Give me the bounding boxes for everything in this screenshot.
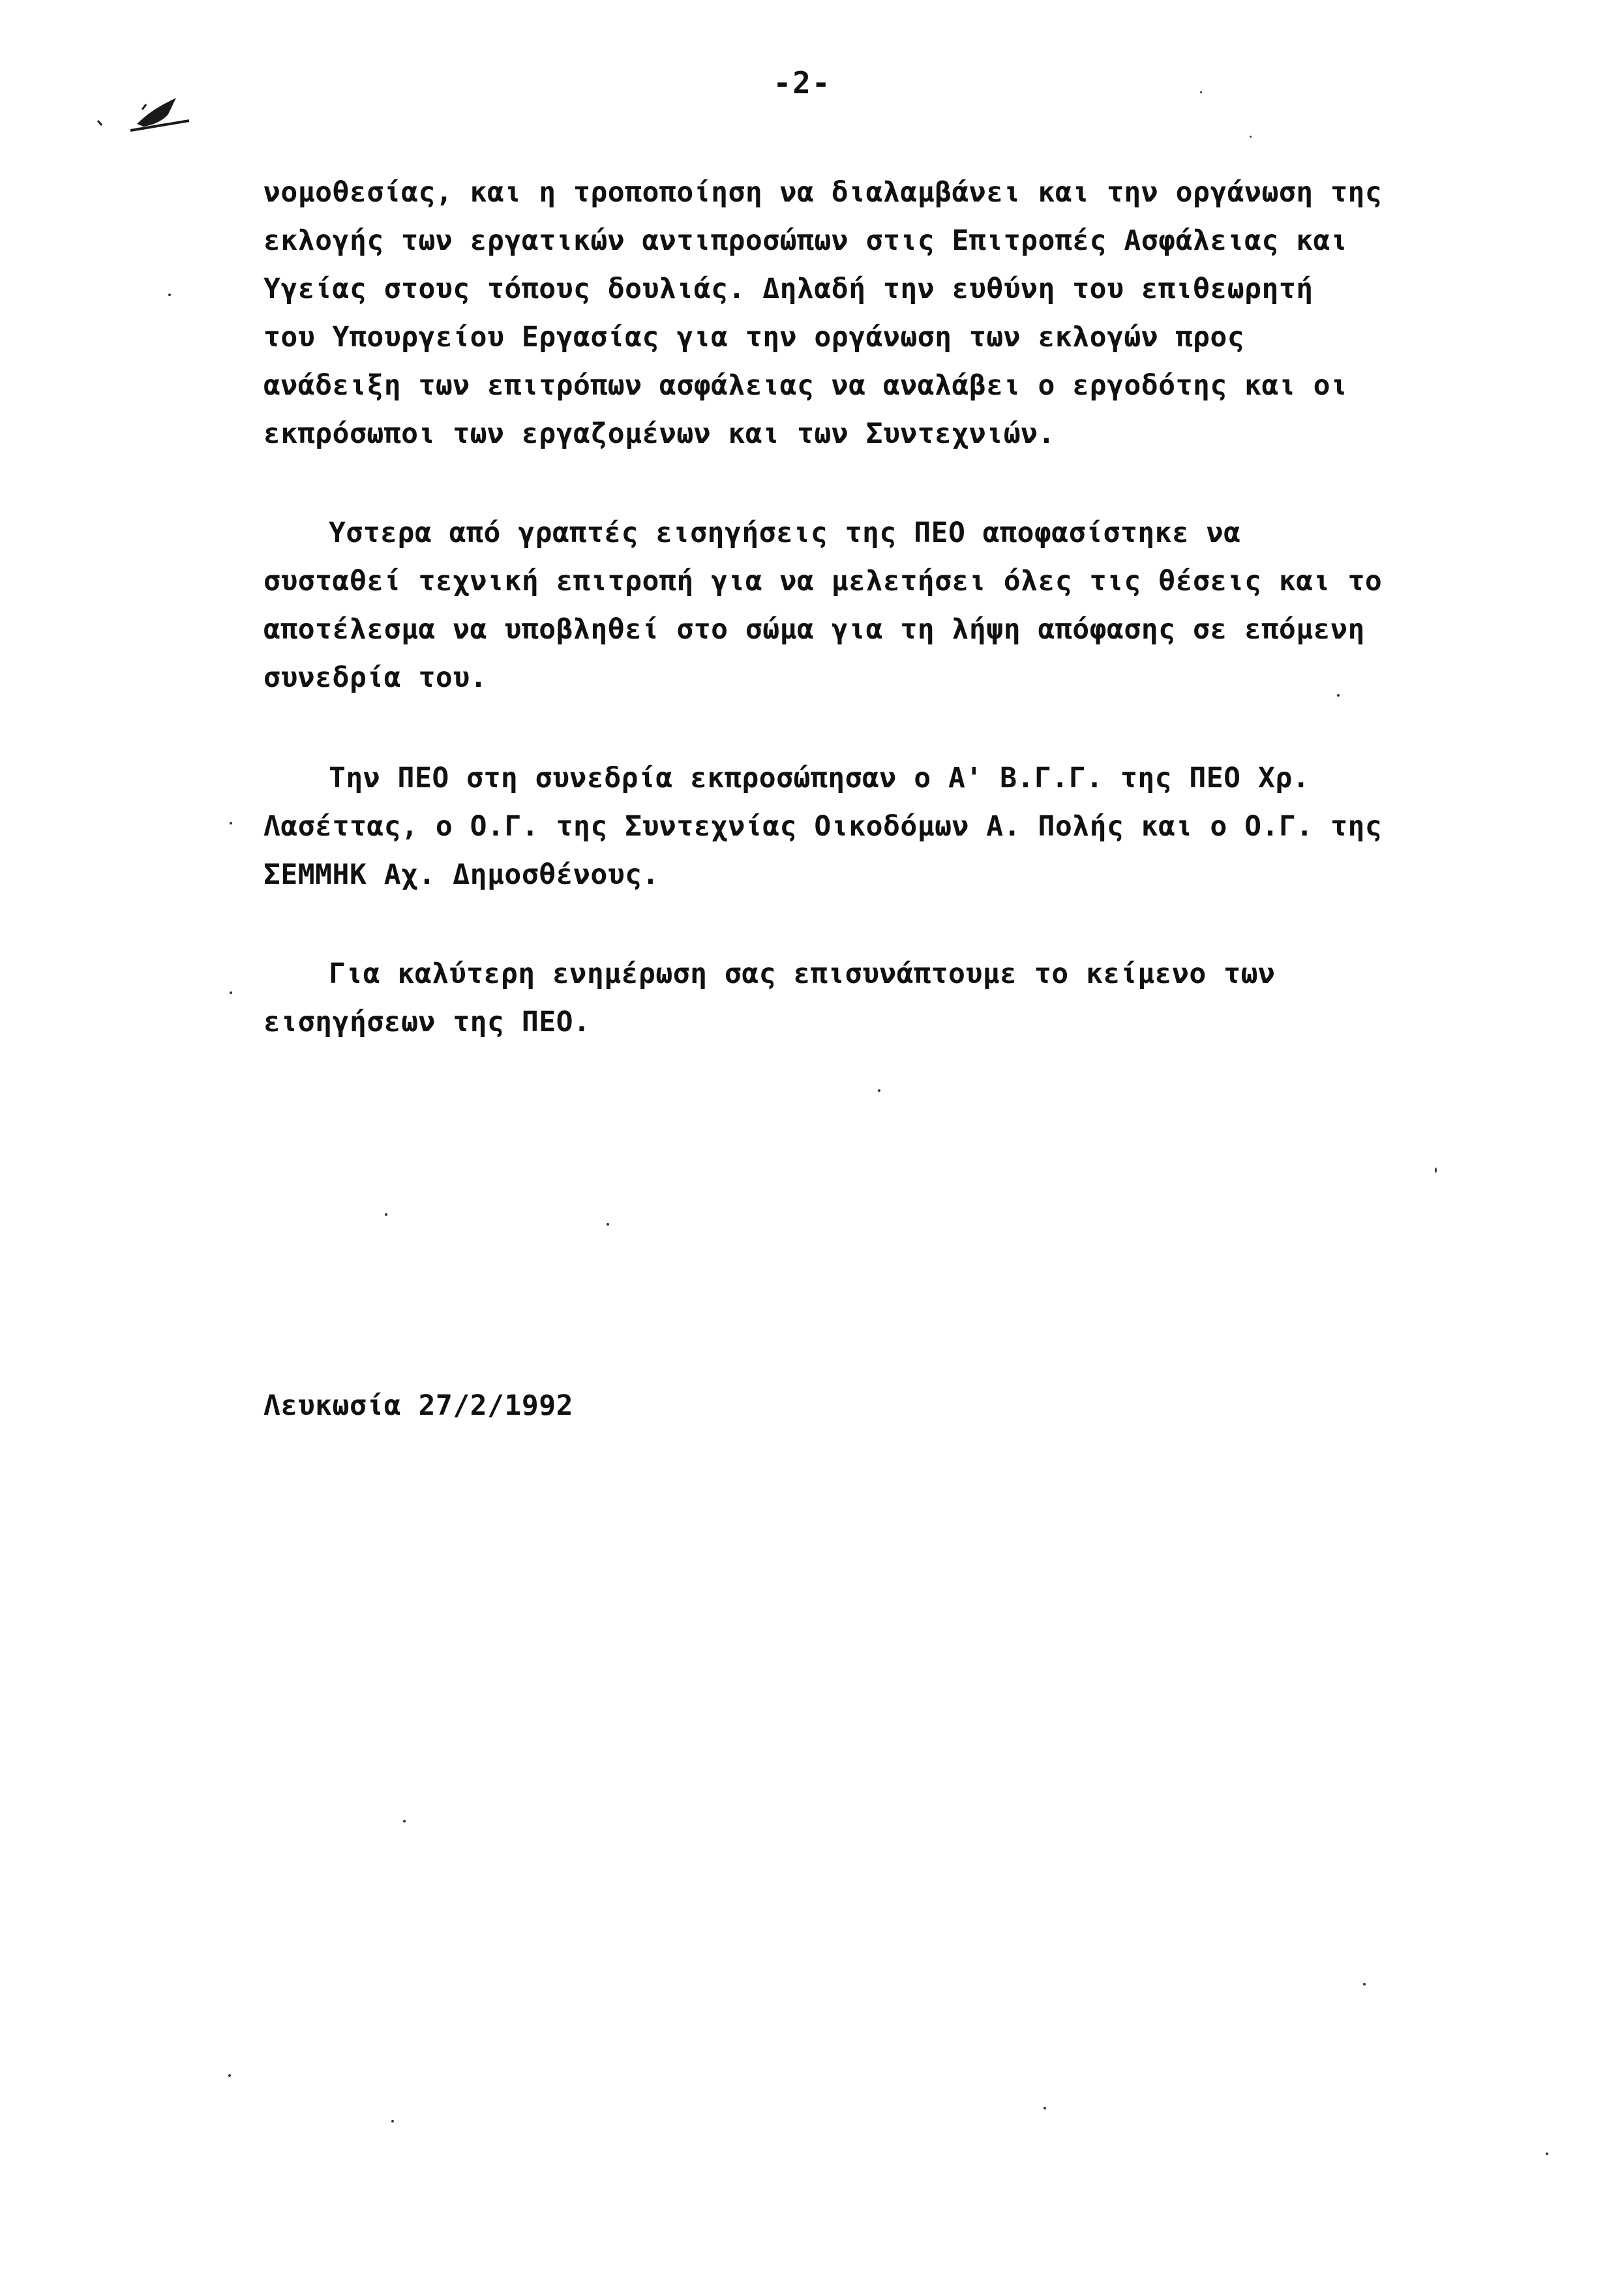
scan-speck bbox=[385, 1213, 387, 1216]
scan-speck bbox=[1200, 91, 1202, 93]
text-line: αποτέλεσμα να υποβληθεί στο σώμα για τη λήψη απόφασης σε επόμενη bbox=[263, 613, 1365, 646]
scan-speck bbox=[1337, 694, 1340, 697]
text-line: εκπρόσωποι των εργαζομένων και των Συντεχνιών. bbox=[263, 417, 1055, 450]
scan-smudge-mark bbox=[91, 85, 196, 137]
scan-speck bbox=[878, 1089, 880, 1092]
scan-speck bbox=[1044, 2107, 1046, 2109]
body-paragraph-2 bbox=[263, 509, 1383, 702]
text-line: Υγείας στους τόπους δουλιάς. Δηλαδή την ευθύνη του επιθεωρητή bbox=[263, 273, 1314, 305]
text-line: ανάδειξη των επιτρόπων ασφάλειας να αναλάβει ο εργοδότης και οι bbox=[263, 369, 1348, 402]
text-line: συνεδρία του. bbox=[263, 661, 488, 694]
scan-speck bbox=[1546, 2152, 1548, 2155]
text-line: εισηγήσεων της ΠΕΟ. bbox=[263, 1006, 591, 1038]
text-line-indented bbox=[263, 754, 1346, 802]
text-line: ΣΕΜΜΗΚ Αχ. Δημοσθένους. bbox=[263, 858, 659, 891]
body-paragraph-1 bbox=[263, 168, 1383, 458]
scan-speck bbox=[1435, 1168, 1437, 1173]
place-and-date: Λευκωσία 27/2/1992 bbox=[263, 1389, 573, 1422]
scan-speck bbox=[403, 1820, 406, 1822]
scan-speck bbox=[1250, 136, 1252, 138]
text-line-content: Την ΠΕΟ στη συνεδρία εκπροσώπησαν ο Α' Β.Γ.Γ. της ΠΕΟ Χρ. bbox=[329, 762, 1310, 794]
body-paragraph-4 bbox=[263, 950, 1346, 1046]
text-line: εκλογής των εργατικών αντιπροσώπων στις Επιτροπές Ασφάλειας και bbox=[263, 224, 1348, 257]
text-line: του Υπουργείου Εργασίας για την οργάνωση των εκλογών προς bbox=[263, 321, 1245, 354]
text-line: Λασέττας, ο Ο.Γ. της Συντεχνίας Οικοδόμων Α. Πολής και ο Ο.Γ. της bbox=[263, 810, 1383, 843]
text-line-indented bbox=[263, 950, 1346, 998]
text-line-indented bbox=[263, 509, 1346, 557]
scan-speck bbox=[391, 2120, 394, 2122]
scan-speck bbox=[1363, 1983, 1366, 1986]
scan-speck bbox=[230, 991, 232, 994]
body-paragraph-3 bbox=[263, 754, 1383, 899]
text-line-content: Για καλύτερη ενημέρωση σας επισυνάπτουμε το κείμενο των bbox=[329, 958, 1276, 990]
text-line: νομοθεσίας, και η τροποποίηση να διαλαμβάνει και την οργάνωση της bbox=[263, 176, 1383, 209]
text-line: συσταθεί τεχνική επιτροπή για να μελετήσει όλες τις θέσεις και το bbox=[263, 565, 1383, 597]
scan-speck bbox=[228, 2074, 231, 2077]
text-line-content: Υστερα από γραπτές εισηγήσεις της ΠΕΟ αποφασίστηκε να bbox=[329, 517, 1241, 549]
page-number: -2- bbox=[773, 65, 832, 100]
scan-speck bbox=[607, 1223, 609, 1226]
scan-speck bbox=[168, 294, 171, 296]
scan-speck bbox=[230, 822, 232, 824]
